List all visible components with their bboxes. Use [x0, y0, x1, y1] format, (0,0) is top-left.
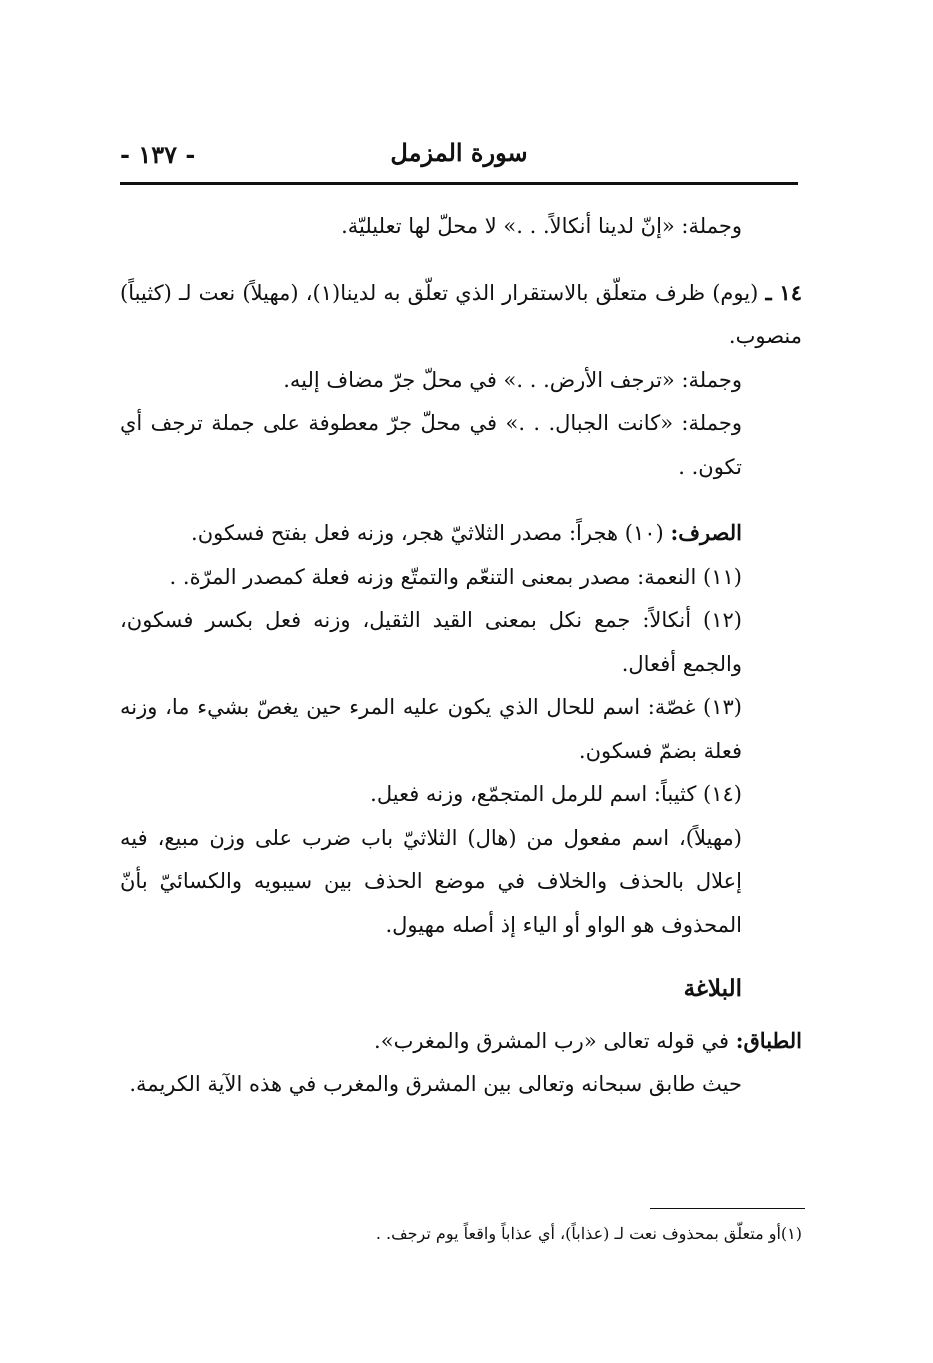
item-number: ١٤ ـ	[765, 279, 802, 305]
paragraph-sarf-13: (١٣) غصّة: اسم للحال الذي يكون عليه المرء حين يغصّ بشيء ما، وزنه فعلة بضمّ فسكون.	[120, 695, 742, 763]
paragraph-14-yawm	[120, 271, 802, 359]
footnote: (١)أو متعلّق بمحذوف نعت لـ (عذاباً)، أي عذاباً واقعاً يوم ترجف. .	[375, 1224, 802, 1243]
surah-title: سورة المزمل	[390, 138, 528, 167]
header-divider	[120, 182, 798, 185]
paragraph-sarf-11: (١١) النعمة: مصدر بمعنى التنعّم والتمتّع وزنه فعلة كمصدر المرّة. .	[169, 564, 742, 589]
sarf-label: الصرف:	[670, 520, 742, 545]
paragraph-tibaq	[120, 1019, 802, 1064]
balagha-heading: البلاغة	[683, 975, 742, 1002]
paragraph-14-text: (يوم) ظرف متعلّق بالاستقرار الذي تعلّق به لدينا(١)، (مهيلاً) نعت لـ (كثيباً) منصوب.	[120, 280, 802, 348]
tibaq-text: في قوله تعالى «رب المشرق والمغرب».	[374, 1028, 730, 1053]
page-number: - ١٣٧ -	[120, 140, 196, 169]
paragraph-sarf-12: (١٢) أنكالاً: جمع نكل بمعنى القيد الثقيل، وزنه فعل بكسر فسكون، والجمع أفعال.	[120, 608, 742, 676]
paragraph-jumla-inna: وجملة: «إنّ لدينا أنكالاً. . .» لا محلّ لها تعليليّة.	[341, 214, 742, 238]
paragraph-sarf-14: (١٤) كثيباً: اسم للرمل المتجمّع، وزنه فعيل.	[370, 782, 742, 806]
sarf-10-text: (١٠) هجراً: مصدر الثلاثيّ هجر، وزنه فعل بفتح فسكون.	[191, 521, 664, 545]
paragraph-muhil: (مهيلاً)، اسم مفعول من (هال) الثلاثيّ باب ضرب على وزن مبيع، فيه إعلال بالحذف والخلاف في موضع الحذف بين سيبويه والكسائيّ بأنّ المحذوف هو الواو أو الياء إذ أصله مهيول.	[120, 825, 742, 937]
paragraph-jumla-kanat: وجملة: «كانت الجبال. . .» في محلّ جرّ معطوفة على جملة ترجف أي تكون. .	[120, 411, 742, 479]
paragraph-jumla-tarjuf: وجملة: «ترجف الأرض. . .» في محلّ جرّ مضاف إليه.	[283, 367, 742, 392]
footnote-divider	[650, 1208, 805, 1209]
page-header	[120, 138, 798, 182]
tibaq-label: الطباق:	[735, 1027, 802, 1053]
paragraph-sarf-10	[120, 511, 802, 556]
paragraph-tibaq-explanation: حيث طابق سبحانه وتعالى بين المشرق والمغرب في هذه الآية الكريمة.	[129, 1072, 742, 1096]
main-text	[120, 205, 802, 1107]
